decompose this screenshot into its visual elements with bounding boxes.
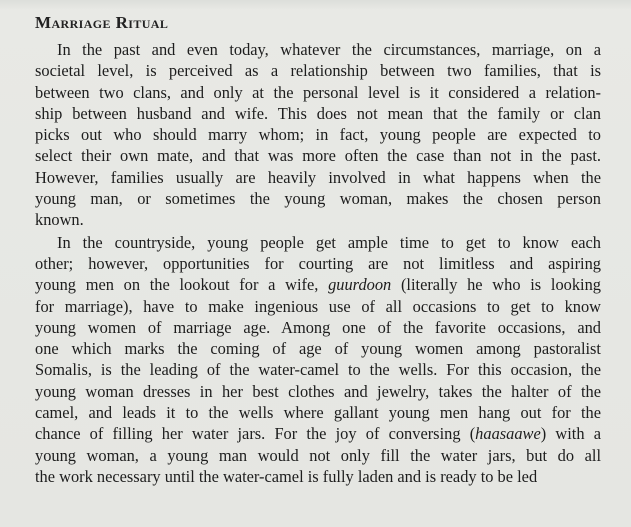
text-run: In the past and even today, whatever the circumstances, marriage, on a — [57, 40, 601, 59]
text-line — [35, 209, 601, 230]
text-run: picks out who should marry whom; in fact, young people are expected to — [35, 125, 601, 145]
text-run: societal level, is perceived as a relationship between two families, that is — [35, 61, 601, 81]
text-line — [35, 402, 601, 423]
text-run: In the countryside, young people get ample time to get to know each — [57, 232, 601, 252]
text-line — [35, 445, 601, 466]
text-line — [35, 274, 601, 295]
text-run: ) with a — [540, 424, 602, 444]
paragraphs-container — [35, 39, 601, 487]
text-line — [35, 60, 601, 81]
text-run: the work necessary until the water-camel is fully laden and is ready to be led — [35, 466, 538, 486]
text-line — [35, 39, 601, 60]
text-line — [35, 188, 601, 209]
previous-page-bleed — [0, 0, 631, 10]
text-line — [35, 253, 601, 274]
text-line — [35, 381, 601, 402]
text-run: chance of filling her water jars. For the joy of conversing ( — [35, 424, 476, 444]
text-run: between two clans, and only at the personal level is it considered a relation- — [35, 82, 601, 102]
italic-term: haasaawe — [475, 424, 541, 444]
text-run: ship between husband and wife. This does not mean that the family or clan — [35, 103, 601, 123]
text-line — [35, 317, 601, 338]
text-run: young man, or sometimes the young woman, makes the chosen person — [35, 189, 601, 209]
text-line — [35, 232, 601, 253]
text-line — [35, 103, 601, 124]
text-run: Somalis, is the leading of the water-camel to the wells. For this occasion, the — [35, 360, 601, 380]
text-line — [35, 82, 601, 103]
text-run: for marriage), have to make ingenious use of all occasions to get to know — [35, 296, 601, 316]
text-run: young woman dresses in her best clothes and jewelry, takes the halter of the — [35, 381, 601, 401]
text-line — [35, 466, 601, 487]
text-line — [35, 423, 601, 444]
text-line — [35, 167, 601, 188]
text-line — [35, 338, 601, 359]
text-run: one which marks the coming of age of young women among pastoralist — [35, 339, 601, 359]
text-run: select their own mate, and that was more often the case than not in the past. — [35, 146, 601, 166]
text-line — [35, 359, 601, 380]
text-run: However, families usually are heavily involved in what happens when the — [35, 167, 601, 187]
text-run: (literally he who is looking — [391, 275, 601, 295]
text-line — [35, 296, 601, 317]
text-run: other; however, opportunities for courting are not limitless and aspiring — [35, 253, 601, 273]
text-line — [35, 124, 601, 145]
paragraph — [35, 39, 601, 231]
italic-term: guurdoon — [328, 275, 392, 295]
document-body — [35, 12, 601, 487]
paragraph — [35, 232, 601, 488]
text-run: young women of marriage age. Among one of the favorite occasions, and — [35, 317, 601, 337]
text-run: known. — [35, 210, 84, 230]
text-line — [35, 145, 601, 166]
section-heading: Marriage Ritual — [35, 13, 169, 32]
text-run: young men on the lookout for a wife, — [35, 275, 329, 295]
text-run: camel, and leads it to the wells where gallant young men hang out for the — [35, 403, 601, 423]
text-run: young woman, a young man would not only fill the water jars, but do all — [35, 445, 601, 465]
